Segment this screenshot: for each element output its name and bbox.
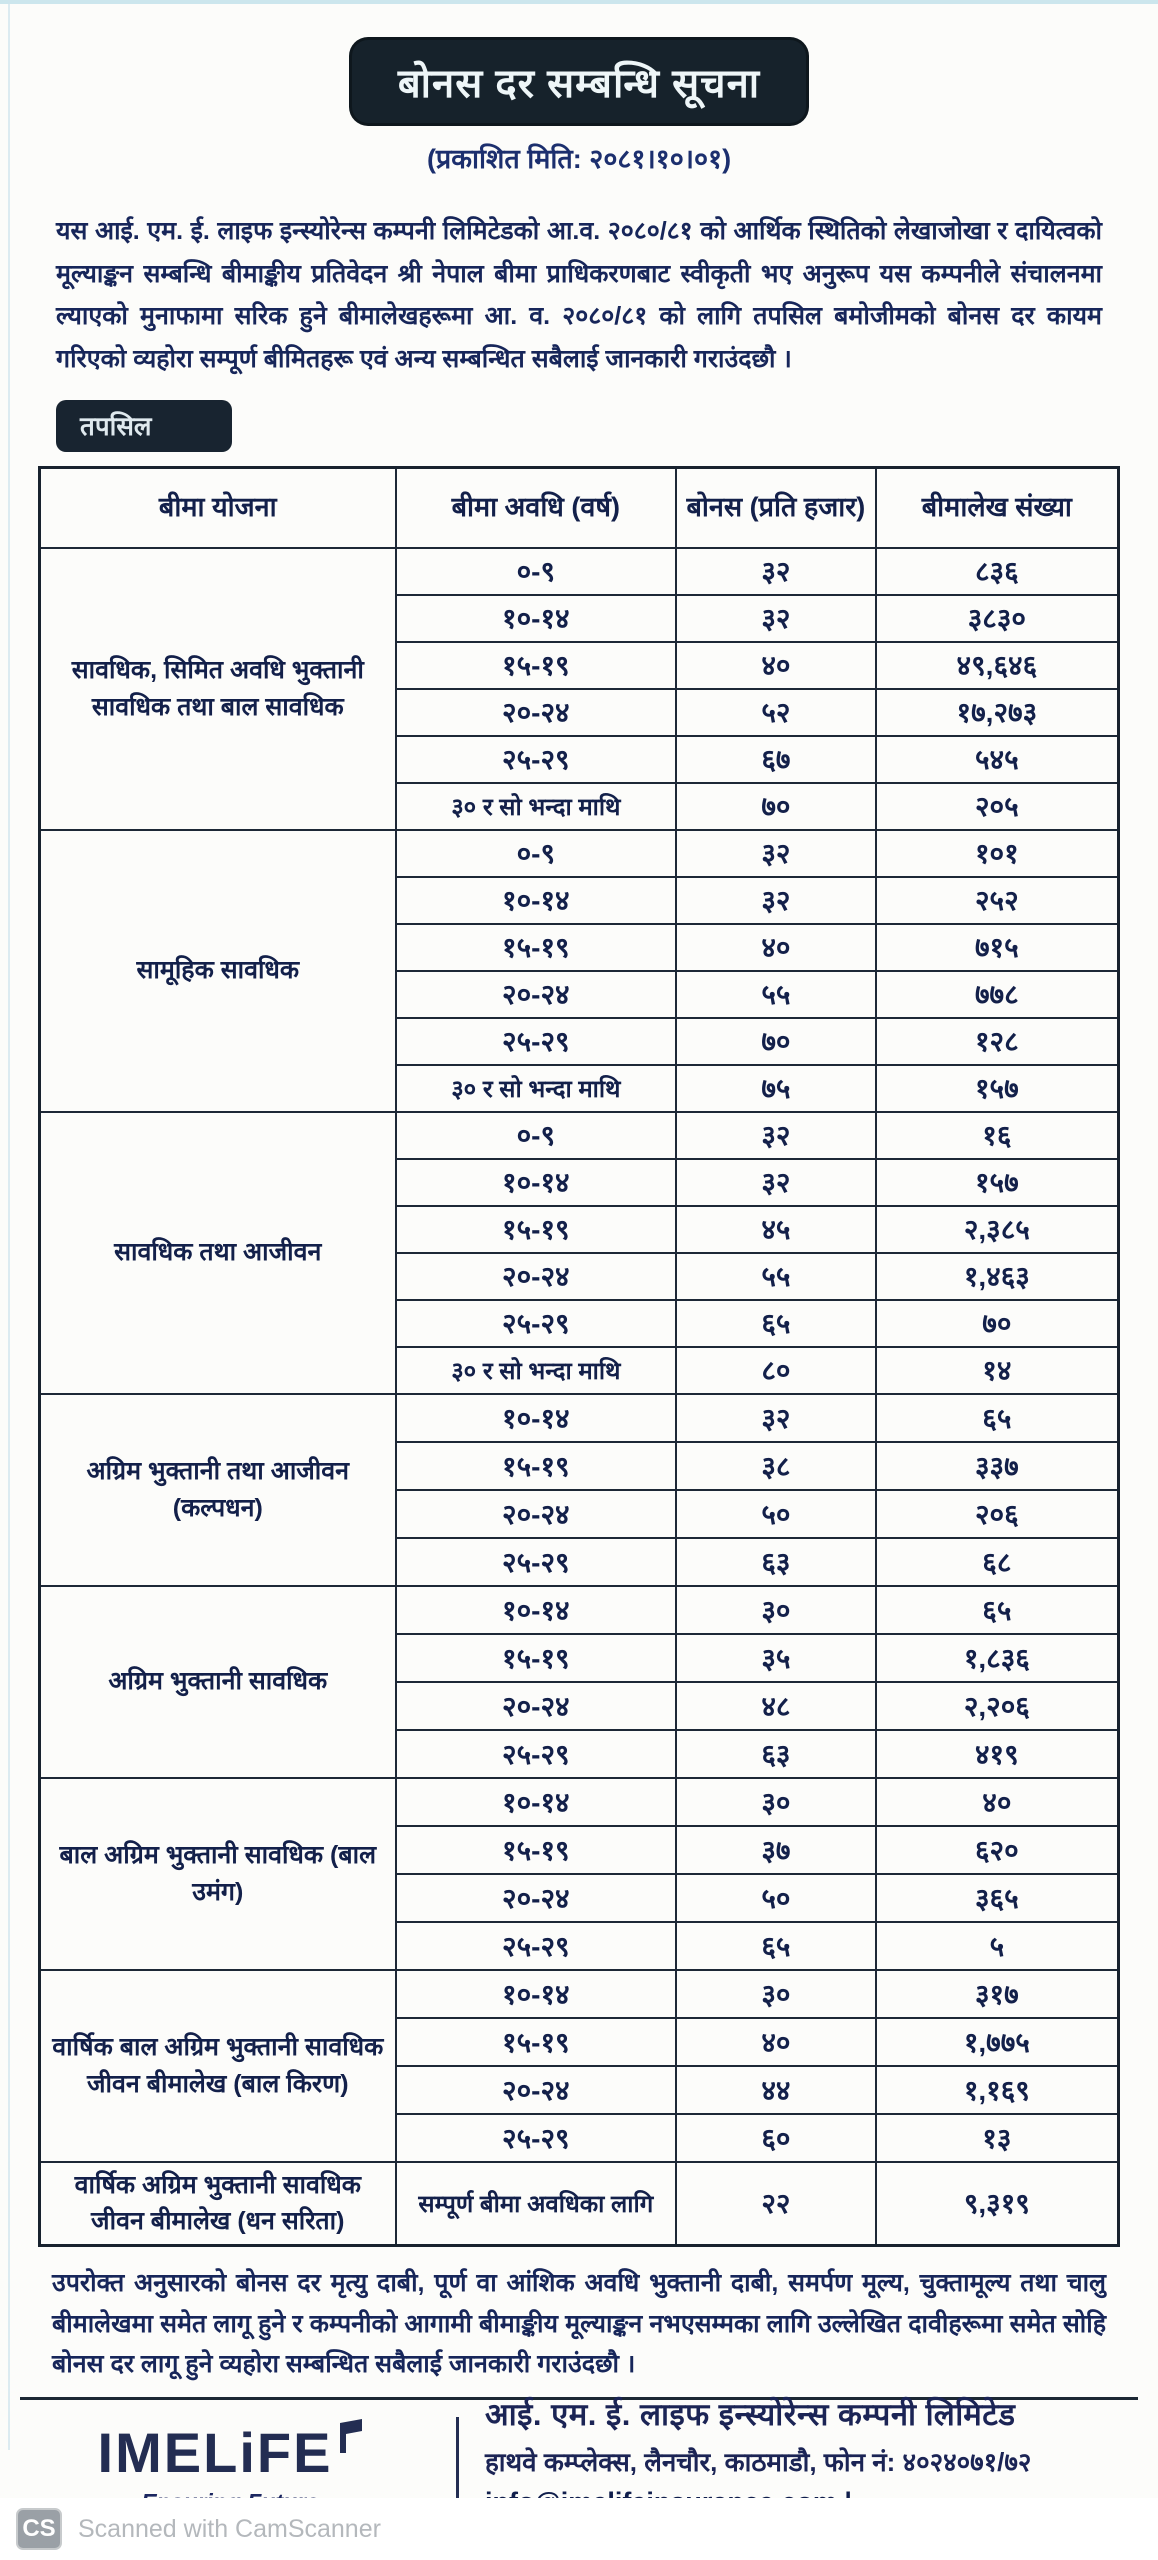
notice-title-badge: बोनस दर सम्बन्धि सूचना [352,40,806,123]
count-cell: १५७ [876,1065,1119,1112]
period-cell: सम्पूर्ण बीमा अवधिका लागि [396,2162,677,2246]
plan-cell: सामूहिक सावधिक [40,830,396,1112]
count-cell: ६५ [876,1394,1119,1442]
count-cell: ३३७ [876,1442,1119,1490]
company-name: आई. एम. ई. लाइफ इन्स्योरेन्स कम्पनी लिमिटेड [485,2396,1016,2432]
table-row [40,2162,1119,2246]
count-cell: ७१५ [876,924,1119,971]
table-row [40,1778,1119,1826]
period-cell: २०-२४ [396,689,677,736]
count-cell: ४१९ [876,1730,1119,1778]
bonus-cell: ७५ [676,1065,876,1112]
period-cell: २०-२४ [396,1253,677,1300]
bonus-cell: ३० [676,1586,876,1634]
bonus-cell: ३२ [676,877,876,924]
bonus-cell: ५५ [676,1253,876,1300]
period-cell: १०-१४ [396,1394,677,1442]
bonus-cell: ४८ [676,1682,876,1730]
count-cell: ६५ [876,1586,1119,1634]
bonus-cell: ४० [676,924,876,971]
count-cell: २,३८५ [876,1206,1119,1253]
period-cell: ०-९ [396,548,677,595]
period-cell: १५-१९ [396,1442,677,1490]
bonus-cell: २२ [676,2162,876,2246]
bonus-cell: ३० [676,1970,876,2018]
bonus-cell: ५५ [676,971,876,1018]
table-row [40,830,1119,877]
bonus-cell: ४५ [676,1206,876,1253]
bonus-cell: ४० [676,642,876,689]
table-header-row [40,468,1119,548]
table-row [40,1970,1119,2018]
period-cell: २०-२४ [396,2066,677,2114]
bonus-cell: ६० [676,2114,876,2162]
count-cell: २,२०६ [876,1682,1119,1730]
bonus-cell: ३२ [676,548,876,595]
period-cell: २५-२९ [396,1018,677,1065]
count-cell: १७,२७३ [876,689,1119,736]
period-cell: २०-२४ [396,1682,677,1730]
period-cell: २०-२४ [396,1490,677,1538]
camscanner-icon: CS [16,2508,62,2550]
plan-cell: वार्षिक अग्रिम भुक्तानी सावधिक जीवन बीमालेख (धन सरिता) [40,2162,396,2246]
scan-artifact-left-edge [8,0,10,2450]
notice-header [0,0,1158,176]
count-cell: ७० [876,1300,1119,1347]
period-cell: २५-२९ [396,736,677,783]
period-cell: १०-१४ [396,1586,677,1634]
period-cell: १५-१९ [396,1826,677,1874]
count-cell: ८३६ [876,548,1119,595]
count-cell: ३८३० [876,595,1119,642]
period-cell: १५-१९ [396,642,677,689]
bonus-cell: ४४ [676,2066,876,2114]
bonus-cell: ५० [676,1490,876,1538]
period-cell: १०-१४ [396,1778,677,1826]
count-cell: १,४६३ [876,1253,1119,1300]
count-cell: १६ [876,1112,1119,1159]
table-row [40,1112,1119,1159]
period-cell: २५-२९ [396,2114,677,2162]
intro-paragraph: यस आई. एम. ई. लाइफ इन्स्योरेन्स कम्पनी लिमिटेडको आ.व. २०८०/८१ को आर्थिक स्थितिको लेखाजोखा र दायित्वको मूल्याङ्कन सम्बन्धि बीमाङ्कीय प्रतिवेदन श्री नेपाल बीमा प्राधिकरणबाट स्वीकृती भए अनुरूप यस कम्पनीले संचालनमा ल्याएको मुनाफामा सरिक हुने बीमालेखहरूमा आ. व. २०८०/८१ को लागि तपसिल बमोजीमको बोनस दर कायम गरिएको व्यहोरा सम्पूर्ण बीमितहरू एवं अन्य सम्बन्धित सबैलाई जानकारी गराउंदछौ । [56,217,1102,373]
bonus-cell: ३० [676,1778,876,1826]
period-cell: १५-१९ [396,2018,677,2066]
scan-artifact-top-edge [0,0,1158,4]
bonus-cell: ३५ [676,1634,876,1682]
count-cell: १३ [876,2114,1119,2162]
period-cell: १०-१४ [396,877,677,924]
plan-cell: सावधिक, सिमित अवधि भुक्तानी सावधिक तथा बाल सावधिक [40,548,396,830]
period-cell: ३० र सो भन्दा माथि [396,1065,677,1112]
period-cell: २५-२९ [396,1922,677,1970]
bonus-cell: ५० [676,1874,876,1922]
bonus-cell: ६३ [676,1538,876,1586]
period-cell: १०-१४ [396,1159,677,1206]
count-cell: ३१७ [876,1970,1119,2018]
count-cell: १४ [876,1347,1119,1394]
bonus-cell: ६३ [676,1730,876,1778]
count-cell: १,७७५ [876,2018,1119,2066]
period-cell: ३० र सो भन्दा माथि [396,1347,677,1394]
period-cell: २०-२४ [396,971,677,1018]
bonus-cell: ६५ [676,1300,876,1347]
header-count: बीमालेख संख्या [876,468,1119,548]
count-cell: ४९,६४६ [876,642,1119,689]
count-cell: ३६५ [876,1874,1119,1922]
count-cell: २०६ [876,1490,1119,1538]
table-row [40,548,1119,595]
count-cell: ५ [876,1922,1119,1970]
footer-note: उपरोक्त अनुसारको बोनस दर मृत्यु दाबी, पूर्ण वा आंशिक अवधि भुक्तानी दाबी, समर्पण मूल्य, चुक्तामूल्य तथा चालु बीमालेखमा समेत लागू हुने र कम्पनीको आगामी बीमाङ्कीय मूल्याङ्कन नभएसम्मका लागि उल्लेखित दावीहरूमा समेत सोहि बोनस दर लागू हुने व्यहोरा सम्बन्धित सबैलाई जानकारी गराउंदछौ । [52,2269,1106,2378]
count-cell: १२८ [876,1018,1119,1065]
bonus-cell: ४० [676,2018,876,2066]
count-cell: ५४५ [876,736,1119,783]
bonus-cell: ७० [676,1018,876,1065]
bonus-cell: ८० [676,1347,876,1394]
camscanner-label: Scanned with CamScanner [78,2514,381,2543]
plan-cell: अग्रिम भुक्तानी सावधिक [40,1586,396,1778]
bonus-cell: ३२ [676,830,876,877]
count-cell: ४० [876,1778,1119,1826]
period-cell: १५-१९ [396,924,677,971]
count-cell: २०५ [876,783,1119,830]
bonus-cell: ३२ [676,1112,876,1159]
plan-cell: अग्रिम भुक्तानी तथा आजीवन (कल्पधन) [40,1394,396,1586]
period-cell: २५-२९ [396,1538,677,1586]
count-cell: ६८ [876,1538,1119,1586]
bonus-cell: ३२ [676,1159,876,1206]
bonus-cell: ३७ [676,1826,876,1874]
count-cell: १०१ [876,830,1119,877]
count-cell: १,१६९ [876,2066,1119,2114]
plan-cell: सावधिक तथा आजीवन [40,1112,396,1394]
period-cell: २०-२४ [396,1874,677,1922]
logo-flag-icon [336,2419,362,2458]
period-cell: २५-२९ [396,1300,677,1347]
bonus-cell: ३२ [676,1394,876,1442]
camscanner-watermark [0,2498,1158,2560]
published-date: (प्रकाशित मिति: २०८१।१०।०१) [426,144,732,174]
period-cell: १५-१९ [396,1206,677,1253]
period-cell: ०-९ [396,830,677,877]
count-cell: १५७ [876,1159,1119,1206]
count-cell: १,८३६ [876,1634,1119,1682]
count-cell: २५२ [876,877,1119,924]
bonus-rate-table [38,466,1120,2247]
count-cell: ७७८ [876,971,1119,1018]
plan-cell: वार्षिक बाल अग्रिम भुक्तानी सावधिक जीवन बीमालेख (बाल किरण) [40,1970,396,2162]
header-bonus: बोनस (प्रति हजार) [676,468,876,548]
company-address: हाथवे कम्प्लेक्स, लैनचौर, काठमाडौ, फोन नं: ४०२४०७१/७२ [485,2446,1032,2477]
count-cell: ६२० [876,1826,1119,1874]
logo-wordmark: IMELiFE [97,2421,333,2484]
period-cell: ३० र सो भन्दा माथि [396,783,677,830]
header-plan: बीमा योजना [40,468,396,548]
table-row [40,1586,1119,1634]
period-cell: ०-९ [396,1112,677,1159]
bonus-cell: ३२ [676,595,876,642]
bonus-cell: ७० [676,783,876,830]
count-cell: ९,३१९ [876,2162,1119,2246]
bonus-cell: ६५ [676,1922,876,1970]
plan-cell: बाल अग्रिम भुक्तानी सावधिक (बाल उमंग) [40,1778,396,1970]
period-cell: १५-१९ [396,1634,677,1682]
period-cell: १०-१४ [396,1970,677,2018]
tapasil-badge: तपसिल [56,400,232,452]
bonus-cell: ६७ [676,736,876,783]
header-period: बीमा अवधि (वर्ष) [396,468,677,548]
bonus-cell: ३८ [676,1442,876,1490]
period-cell: १०-१४ [396,595,677,642]
table-row [40,1394,1119,1442]
bonus-cell: ५२ [676,689,876,736]
period-cell: २५-२९ [396,1730,677,1778]
